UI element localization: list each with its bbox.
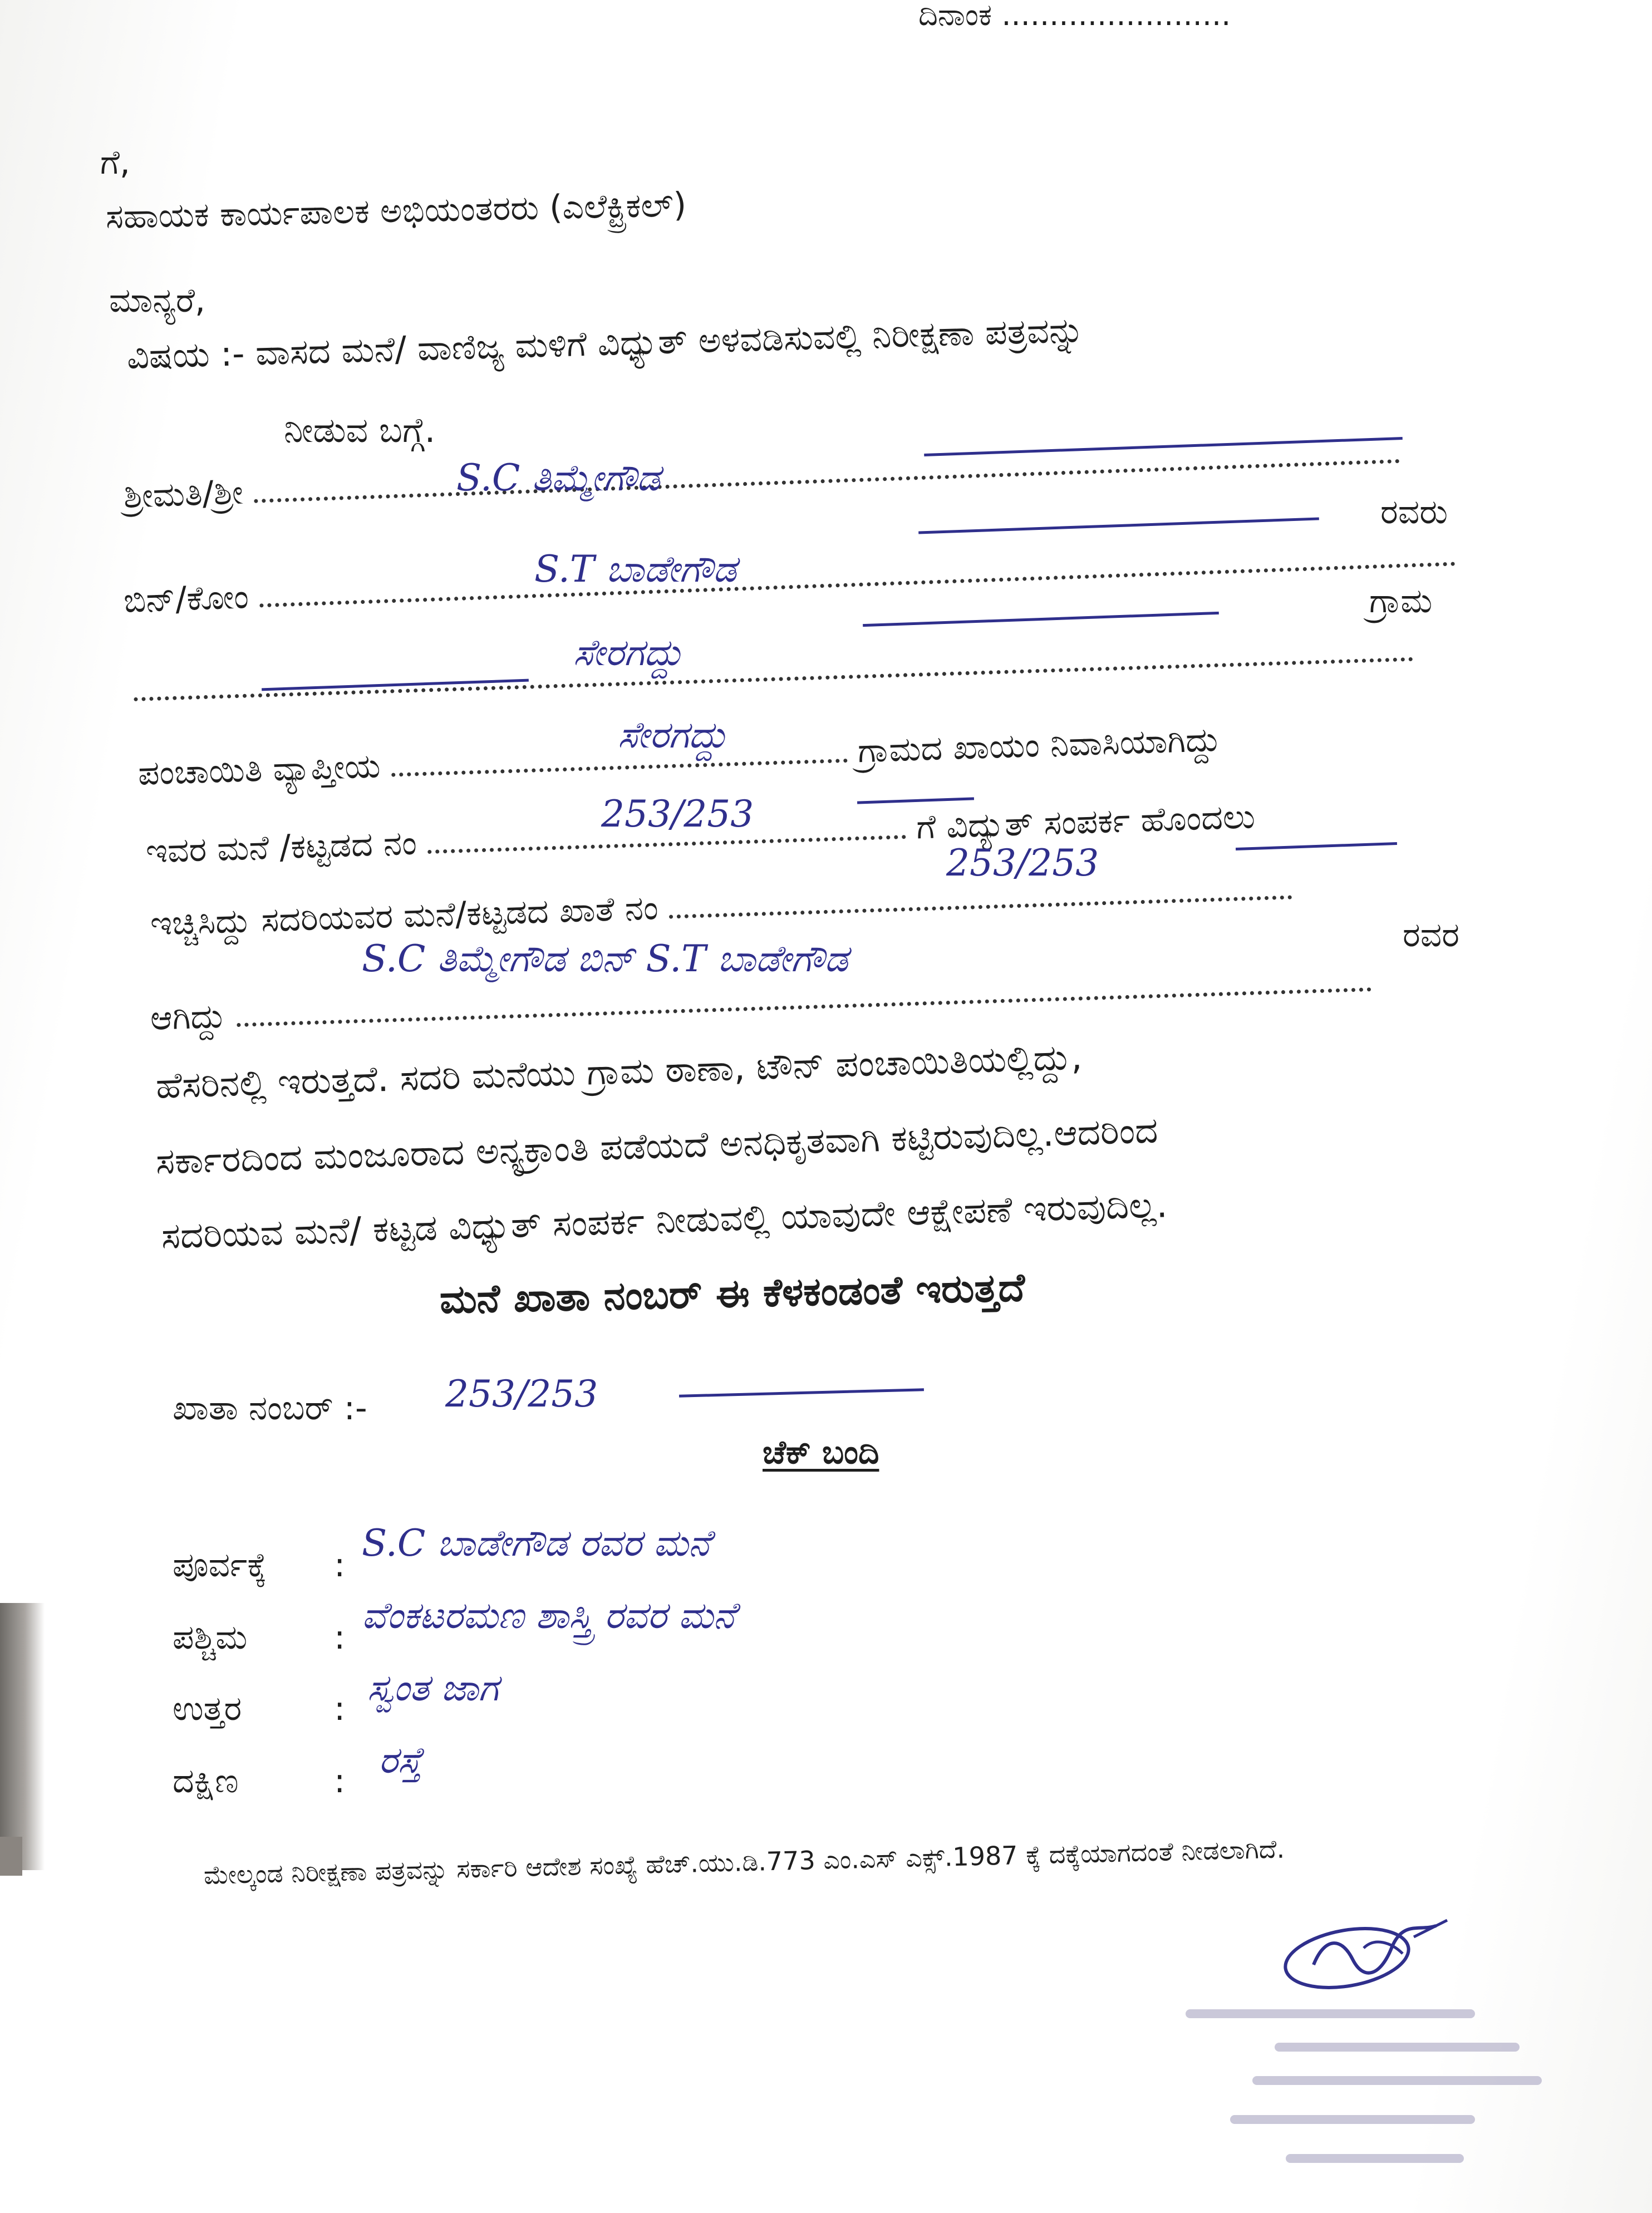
name-label: ಶ್ರೀಮತಿ/ಶ್ರೀ: [122, 473, 244, 516]
footer-note: ಮೇಲ್ಕಂಡ ನಿರೀಕ್ಷಣಾ ಪತ್ರವನ್ನು ಸರ್ಕಾರಿ ಆದೇಶ ಸಂಖ್ಯೆ ಹೆಚ್.ಯು.ಡಿ.773 ಎಂ.ಎಸ್ ಎಕ್ಸ್.1987 ಕ್ಕೆ ದಕ್ಕೆಯಾಗದಂತೆ ನೀಡಲಾಗಿದೆ.: [203, 1833, 1285, 1890]
page-edge-shadow: [0, 1603, 45, 1870]
boundary-north-sep: :: [334, 1689, 346, 1728]
stamp-line-2: [1275, 2043, 1520, 2052]
name-handwritten: S.C ತಿಮ್ಮೇಗೌಡ: [456, 456, 660, 499]
resident-text: ಗ್ರಾಮದ ಖಾಯಂ ನಿವಾಸಿಯಾಗಿದ್ದು: [857, 720, 1222, 771]
official-stamp: [1163, 1998, 1586, 2187]
khata-heading: ಮನೆ ಖಾತಾ ನಂಬರ್ ಈ ಕೆಳಕಂಡಂತೆ ಇರುತ್ತದೆ: [439, 1264, 1026, 1322]
recipient-title: ಸಹಾಯಕ ಕಾರ್ಯಪಾಲಕ ಅಭಿಯಂತರರು (ಎಲೆಕ್ಟ್ರಿಕಲ್): [105, 185, 687, 237]
khata-number-label: ಖಾತಾ ನಂಬರ್ :-: [173, 1389, 367, 1428]
boundary-west-sep: :: [334, 1618, 346, 1657]
signature: [1280, 1915, 1458, 1995]
salutation: ಮಾನ್ಯರೆ,: [109, 281, 206, 320]
boundary-west-label: ಪಶ್ಚಿಮ: [173, 1618, 248, 1657]
boundary-north-label: ಉತ್ತರ: [173, 1689, 242, 1728]
house-no-label: ಇವರ ಮನೆ /ಕಟ್ಟಡದ ನಂ: [145, 823, 417, 871]
body-line-2: ಸರ್ಕಾರದಿಂದ ಮಂಜೂರಾದ ಅನ್ಯಕ್ರಾಂತಿ ಪಡೆಯದೆ ಅನಧಿಕೃತವಾಗಿ ಕಟ್ಟಿರುವುದಿಲ್ಲ.ಆದರಿಂದ: [155, 1110, 1159, 1183]
boundary-south-value: ರಸ್ತೆ: [378, 1739, 422, 1782]
body-line-1: ಹೆಸರಿನಲ್ಲಿ ಇರುತ್ತದೆ. ಸದರಿ ಮನೆಯು ಗ್ರಾಮ ಠಾಣಾ, ಟೌನ್ ಪಂಚಾಯಿತಿಯಲ್ಲಿದ್ದು,: [155, 1036, 1083, 1107]
address-to: ಗೆ,: [100, 143, 130, 182]
boundary-east-sep: :: [334, 1546, 346, 1585]
ravaru-label: ರವರು: [1380, 493, 1448, 532]
boundary-east-value: S.C ಬಾಡೇಗೌಡ ರವರ ಮನೆ: [362, 1522, 710, 1565]
father-handwritten: S.T ಬಾಡೇಗೌಡ: [534, 548, 737, 591]
village-handwritten: ಸೇರಗದ್ದು: [573, 631, 683, 674]
khata-number-handwritten: 253/253: [445, 1373, 598, 1415]
stamp-line-1: [1186, 2009, 1475, 2018]
boundary-north-value: ಸ್ವಂತ ಜಾಗ: [367, 1666, 499, 1709]
panchayat-label: ಪಂಚಾಯಿತಿ ವ್ಯಾಪ್ತೀಯ: [137, 746, 381, 793]
subject-line-1: ವಿಷಯ :- ವಾಸದ ಮನೆ/ ವಾಣಿಜ್ಯ ಮಳಿಗೆ ವಿಧ್ಯುತ್ ಅಳವಡಿಸುವಲ್ಲಿ ನಿರೀಕ್ಷಣಾ ಪತ್ರವನ್ನು: [126, 309, 1085, 377]
connection-text: ಗೆ ವಿದ್ಯುತ್ ಸಂಪರ್ಕ ಹೊಂದಲು: [916, 797, 1256, 847]
owner-suffix: ರವರ: [1403, 916, 1459, 955]
boundary-south-label: ದಕ್ಷಿಣ: [173, 1762, 239, 1801]
grama-label: ಗ್ರಾಮ: [1369, 582, 1433, 621]
house-no-handwritten: 253/253: [601, 793, 754, 835]
father-label: ಬಿನ್/ಕೋಂ: [122, 577, 249, 621]
panchayat-handwritten: ಸೇರಗದ್ದು: [618, 714, 727, 756]
page-edge-shadow-lower: [0, 1837, 22, 1876]
boundary-south-sep: :: [334, 1762, 346, 1801]
boundary-east-label: ಪೂರ್ವಕ್ಕೆ: [173, 1546, 267, 1585]
stamp-line-5: [1286, 2154, 1464, 2163]
khata-line-label: ಇಚ್ಚಿಸಿದ್ದು ಸದರಿಯವರ ಮನೆ/ಕಟ್ಟಡದ ಖಾತೆ ನಂ: [149, 888, 659, 943]
signature-mark: [1280, 1915, 1458, 1993]
khata-handwritten: 253/253: [946, 842, 1099, 884]
owner-handwritten: S.C ತಿಮ್ಮೇಗೌಡ ಬಿನ್ S.T ಬಾಡೇಗೌಡ: [362, 937, 848, 980]
body-line-3: ಸದರಿಯವ ಮನೆ/ ಕಟ್ಟಡ ವಿಧ್ಯುತ್ ಸಂಪರ್ಕ ನೀಡುವಲ್ಲಿ ಯಾವುದೇ ಆಕ್ಷೇಪಣೆ ಇರುವುದಿಲ್ಲ.: [160, 1184, 1168, 1257]
stamp-line-4: [1230, 2115, 1475, 2124]
boundaries-heading: ಚೆಕ್ ಬಂದಿ: [763, 1433, 879, 1471]
owner-label: ಆಗಿದ್ದು: [149, 996, 227, 1038]
stamp-line-3: [1252, 2076, 1542, 2085]
date-label: ದಿನಾಂಕ ........................: [918, 0, 1231, 32]
boundary-west-value: ವೆಂಕಟರಮಣ ಶಾಸ್ತ್ರಿ ರವರ ಮನೆ: [362, 1594, 735, 1637]
subject-line-2: ನೀಡುವ ಬಗ್ಗೆ.: [284, 410, 436, 450]
